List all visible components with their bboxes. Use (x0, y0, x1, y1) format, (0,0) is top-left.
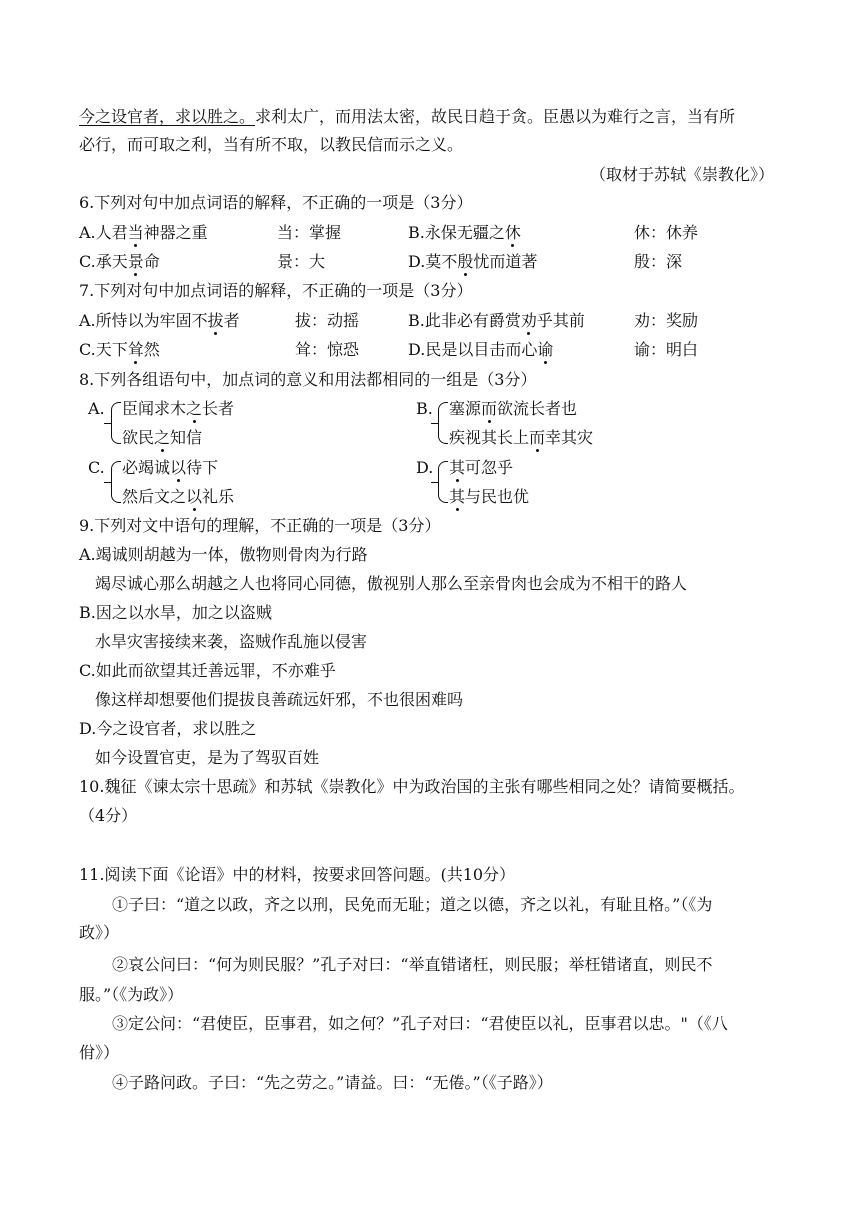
q6-option-c: C.承天景命 (79, 252, 160, 271)
dotted-word: 殷 (457, 252, 474, 271)
q6-gloss-a: 当：掌握 (277, 223, 342, 242)
q7-option-d: D.民是以目击而心谕 (408, 340, 554, 359)
q7-gloss-a: 拔：动摇 (295, 311, 360, 330)
q10-stem-line-1: 10.魏征《谏太宗十思疏》和苏轼《崇教化》中为政治国的主张有哪些相同之处？请简要概括。 (79, 777, 745, 796)
q10-stem-line-2: （4分） (79, 806, 138, 825)
q9-option-a: A.竭诚则胡越为一体，傲物则骨肉为行路 (79, 545, 368, 564)
dotted-word: 而 (529, 428, 546, 447)
q8-label-a: A. (88, 399, 105, 418)
q9-option-b: B.因之以水旱，加之以盗贼 (79, 603, 272, 622)
dotted-word: 当 (127, 223, 144, 242)
q8-c-sentence-1: 必竭诚以待下 (122, 458, 219, 477)
q7-option-c: C.天下耸然 (79, 340, 160, 359)
q8-label-c: C. (88, 458, 105, 477)
q8-brace-a (111, 402, 121, 444)
passage-source: （取材于苏轼《崇教化》） (589, 165, 774, 184)
passage-line-1: 今之设官者，求以胜之。求利太广，而用法太密，故民日趋于贪。臣愚以为难行之言，当有所 (79, 107, 736, 126)
q6-gloss-d: 殷：深 (634, 252, 683, 271)
q8-brace-d (438, 461, 448, 503)
passage-line-2: 必行，而可取之利，当有所不取，以教民信而示之义。 (79, 135, 464, 154)
dotted-word: 休 (504, 223, 521, 242)
q9-option-d: D.今之设官者，求以胜之 (79, 719, 257, 738)
dotted-word: 其 (449, 487, 466, 506)
q9-explanation-c: 像这样却想要他们提拔良善疏远奸邪，不也很困难吗 (95, 690, 464, 709)
q8-d-sentence-1: 其可忽乎 (449, 458, 514, 477)
q9-explanation-d: 如今设置官吏，是为了驾驭百姓 (95, 748, 320, 767)
q8-c-sentence-2: 然后文之以礼乐 (122, 487, 235, 506)
q8-a-sentence-1: 臣闻求木之长者 (122, 399, 235, 418)
q11-material-1-line-2: 政》） (79, 923, 120, 942)
q8-stem: 8.下列各组语句中，加点词的意义和用法都相同的一组是（3分） (79, 370, 537, 389)
q6-stem: 6.下列对句中加点词语的解释，不正确的一项是（3分） (79, 193, 473, 212)
q8-brace-b (438, 402, 448, 444)
dotted-word: 之 (154, 428, 171, 447)
dotted-word: 劝 (520, 311, 537, 330)
q6-option-a: A.人君当神器之重 (79, 223, 208, 242)
dotted-word: 而 (481, 399, 498, 418)
dotted-word: 之 (186, 399, 203, 418)
q9-stem: 9.下列对文中语句的理解，不正确的一项是（3分） (79, 516, 441, 535)
q7-stem: 7.下列对句中加点词语的解释，不正确的一项是（3分） (79, 281, 473, 300)
q6-option-d: D.莫不殷忧而道著 (408, 252, 538, 271)
q7-gloss-c: 耸：惊恐 (295, 340, 360, 359)
q9-option-c: C.如此而欲望其迁善远罪，不亦难乎 (79, 661, 336, 680)
q7-option-a: A.所恃以为牢固不拔者 (79, 311, 240, 330)
q8-label-b: B. (416, 399, 433, 418)
dotted-word: 谕 (537, 340, 554, 359)
q9-explanation-b: 水旱灾害接续来袭，盗贼作乱施以侵害 (95, 632, 368, 651)
q11-material-1-line-1: ①子曰：“道之以政，齐之以刑，民免而无耻；道之以德，齐之以礼，有耻且格。”（《为 (112, 895, 713, 914)
dotted-word: 景 (127, 252, 144, 271)
q11-material-2-line-2: 服。”（《为政》） (79, 985, 184, 1004)
q9-explanation-a: 竭尽诚心那么胡越之人也将同心同德，傲视别人那么至亲骨肉也会成为不相干的路人 (95, 574, 688, 593)
dotted-word: 其 (449, 458, 466, 477)
dotted-word: 耸 (127, 340, 144, 359)
q11-material-3-line-2: 佾》） (79, 1043, 120, 1062)
dotted-word: 以 (186, 487, 203, 506)
underlined-sentence: 今之设官者，求以胜之。 (79, 107, 256, 126)
q11-material-2-line-1: ②哀公问曰：“何为则民服？”孔子对曰：“举直错诸枉，则民服；举枉错诸直，则民不 (112, 955, 713, 974)
q7-gloss-b: 劝：奖励 (634, 311, 699, 330)
q8-a-sentence-2: 欲民之知信 (122, 428, 203, 447)
q11-material-4: ④子路问政。子曰：“先之劳之。”请益。曰：“无倦。”（《子路》） (112, 1073, 553, 1092)
q8-label-d: D. (416, 458, 434, 477)
q8-d-sentence-2: 其与民也优 (449, 487, 530, 506)
q8-b-sentence-2: 疾视其长上而幸其灾 (449, 428, 594, 447)
dotted-word: 拔 (207, 311, 224, 330)
q7-gloss-d: 谕：明白 (634, 340, 699, 359)
q8-brace-c (111, 461, 121, 503)
q11-stem: 11.阅读下面《论语》中的材料，按要求回答问题。(共10分） (79, 865, 516, 884)
q6-option-b: B.永保无疆之休 (408, 223, 521, 242)
q8-b-sentence-1: 塞源而欲流长者也 (449, 399, 578, 418)
q7-option-b: B.此非必有爵赏劝乎其前 (408, 311, 585, 330)
q6-gloss-b: 休：休养 (634, 223, 699, 242)
q6-gloss-c: 景：大 (277, 252, 326, 271)
dotted-word: 以 (170, 458, 187, 477)
q11-material-3-line-1: ③定公问：“君使臣，臣事君，如之何？”孔子对曰：“君使臣以礼，臣事君以忠。"（《八 (112, 1014, 728, 1033)
